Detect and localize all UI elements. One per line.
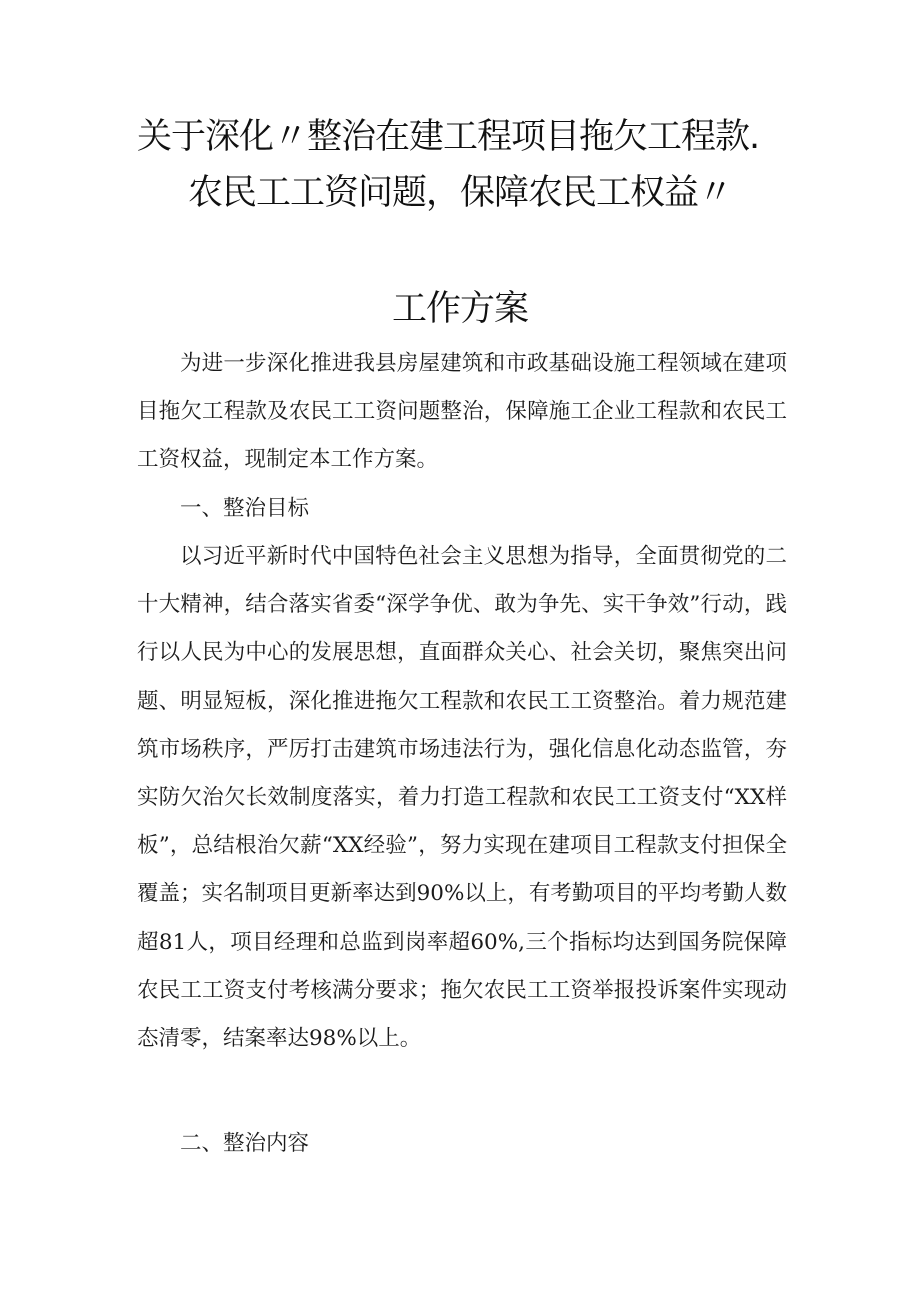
section-2-heading: 二、整治内容	[180, 1131, 310, 1156]
document-title-line-3: 工作方案	[391, 289, 528, 329]
section-1-heading: 一、整治目标	[180, 496, 310, 521]
document-title-line-1: 关于深化〃整治在建工程项目拖欠工程款.	[137, 117, 760, 157]
intro-paragraph: 为进一步深化推进我县房屋建筑和市政基础设施工程领域在建项目拖欠工程款及农民工工资问题整治，保障施工企业工程款和农民工工资权益，现制定本工作方案。	[137, 351, 787, 473]
section-1-paragraph: 以习近平新时代中国特色社会主义思想为指导，全面贯彻党的二十大精神，结合落实省委“深学争优、敢为争先、实干争效”行动，践行以人民为中心的发展思想，直面群众关心、社会关切，聚焦突出问题、明显短板，深化推进拖欠工程款和农民工工资整治。着力规范建筑市场秩序，严厉打击建筑市场违法行为，强化信息化动态监管，夯实防欠治欠长效制度落实，着力打造工程款和农民工工资支付“XX样板”，总结根治欠薪“XX经验”，努力实现在建项目工程款支付担保全覆盖；实名制项目更新率达到90%以上，有考勤项目的平均考勤人数超81人，项目经理和总监到岗率超60%,三个指标均达到国务院保障农民工工资支付考核满分要求；拖欠农民工工资举报投诉案件实现动态清零，结案率达98%以上。	[137, 544, 787, 1052]
document-title-line-2: 农民工工资问题，保障农民工权益〃	[187, 173, 732, 213]
